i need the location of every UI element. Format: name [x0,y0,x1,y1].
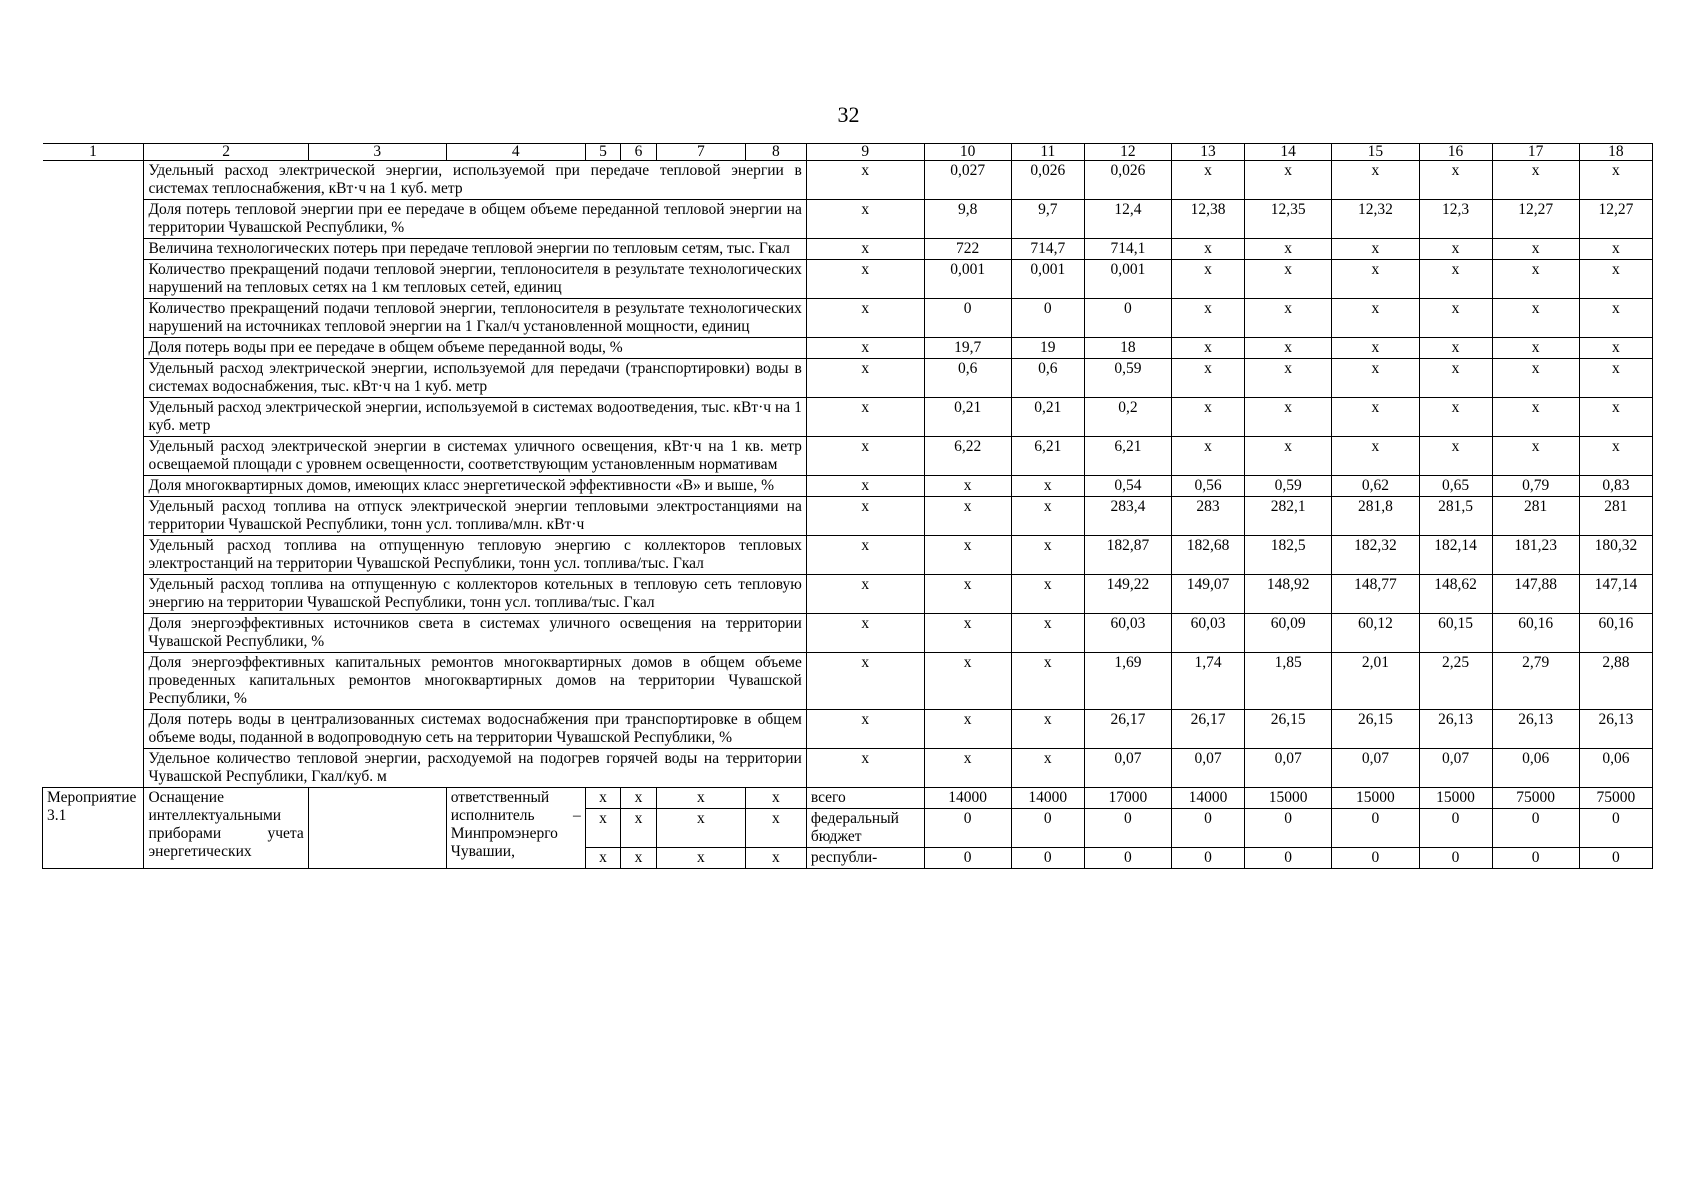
indicator-value: x [1579,359,1652,398]
measure-code: x [656,809,745,848]
indicator-value: x [806,614,924,653]
indicator-row [43,614,1653,653]
funding-value: 0 [1172,848,1245,869]
indicator-value: 26,17 [1084,710,1171,749]
indicator-value: 182,5 [1245,536,1332,575]
indicator-value: x [924,710,1011,749]
indicator-value: x [1245,398,1332,437]
funding-value: 14000 [1011,788,1084,809]
column-number: 1 [43,144,144,161]
indicator-value: x [1419,338,1492,359]
indicator-value: 181,23 [1492,536,1579,575]
funding-value: 0 [1245,848,1332,869]
measure-code: x [621,848,657,869]
indicator-value: 0,62 [1332,476,1419,497]
indicator-value: 19,7 [924,338,1011,359]
indicator-value: 182,14 [1419,536,1492,575]
indicator-value: 148,92 [1245,575,1332,614]
indicator-value: x [924,476,1011,497]
column-number: 18 [1579,144,1652,161]
indicator-value: 148,62 [1419,575,1492,614]
indicator-value: x [1172,260,1245,299]
indicator-value: x [924,749,1011,788]
indicator-value: x [1579,239,1652,260]
funding-value: 14000 [1172,788,1245,809]
indicator-value: x [806,398,924,437]
indicator-value: x [1332,359,1419,398]
indicator-value: x [924,536,1011,575]
funding-value: 15000 [1419,788,1492,809]
indicator-value: x [924,653,1011,710]
indicator-row [43,575,1653,614]
indicator-name: Удельный расход электрической энергии, используемой для передачи (транспортировки) воды в системах водоснабжения, тыс. кВт·ч на 1 куб. метр [144,359,806,398]
indicator-value: 12,27 [1492,200,1579,239]
indicator-value: x [806,476,924,497]
indicator-value: 180,32 [1579,536,1652,575]
indicator-value: 60,12 [1332,614,1419,653]
measure-code: x [621,809,657,848]
indicator-value: 281 [1579,497,1652,536]
measure-row [43,788,1653,809]
indicator-name: Доля энергоэффективных капитальных ремонтов многоквартирных домов в общем объеме проведенных капитальных ремонтов многоквартирных домов на территории Чувашской Республики, % [144,653,806,710]
indicator-value: x [1492,260,1579,299]
indicator-value: x [1172,437,1245,476]
indicator-value: 0,001 [924,260,1011,299]
indicator-value: 149,07 [1172,575,1245,614]
funding-value: 17000 [1084,788,1171,809]
indicator-value: x [924,575,1011,614]
indicator-value: 12,4 [1084,200,1171,239]
indicator-value: x [1011,476,1084,497]
indicator-value: x [1011,710,1084,749]
indicator-value: x [806,575,924,614]
column-number: 7 [656,144,745,161]
indicator-row [43,749,1653,788]
indicator-value: x [1492,359,1579,398]
indicator-value: x [806,653,924,710]
indicator-value: x [806,161,924,200]
measure-code: x [585,848,621,869]
indicator-value: 60,16 [1579,614,1652,653]
indicator-value: x [1011,749,1084,788]
indicator-value: x [1245,161,1332,200]
indicator-value: 147,88 [1492,575,1579,614]
indicator-value: 12,38 [1172,200,1245,239]
funding-value: 75000 [1492,788,1579,809]
indicator-value: x [1172,299,1245,338]
measure-code: x [621,788,657,809]
column-number: 13 [1172,144,1245,161]
indicator-value: 12,3 [1419,200,1492,239]
indicator-value: x [1492,239,1579,260]
indicator-value: x [1172,359,1245,398]
indicator-value: x [1579,260,1652,299]
indicator-value: x [806,338,924,359]
indicator-value: x [1172,161,1245,200]
indicator-value: x [1419,299,1492,338]
empty-cell [43,161,144,788]
indicator-value: 0,6 [1011,359,1084,398]
indicator-value: x [1492,398,1579,437]
indicator-name: Количество прекращений подачи тепловой энергии, теплоносителя в результате технологических нарушений на тепловых сетях на 1 км тепловых сетей, единиц [144,260,806,299]
indicator-name: Доля многоквартирных домов, имеющих класс энергетической эффективности «В» и выше, % [144,476,806,497]
funding-value: 0 [924,809,1011,848]
measure-executor: ответственный исполнитель – Минпромэнерго Чувашии, [446,788,585,869]
indicator-value: x [924,614,1011,653]
measure-code: x [585,788,621,809]
indicator-value: x [806,749,924,788]
indicator-name: Удельный расход электрической энергии в системах уличного освещения, кВт·ч на 1 кв. метр освещаемой площади с уровнем освещенности, соответствующим установленным нормативам [144,437,806,476]
indicator-row [43,653,1653,710]
indicator-value: x [1172,338,1245,359]
indicator-value: 26,15 [1332,710,1419,749]
indicator-value: x [806,536,924,575]
indicator-value: x [1419,161,1492,200]
column-number: 4 [446,144,585,161]
indicator-value: 9,8 [924,200,1011,239]
funding-value: 15000 [1245,788,1332,809]
page-number: 32 [837,102,860,127]
column-number: 16 [1419,144,1492,161]
measure-code: x [585,809,621,848]
indicator-value: 60,09 [1245,614,1332,653]
indicator-value: x [806,260,924,299]
funding-source: всего [806,788,924,809]
indicator-value: x [1332,398,1419,437]
column-number: 5 [585,144,621,161]
indicator-value: 0,21 [1011,398,1084,437]
indicator-value: 0,001 [1084,260,1171,299]
indicator-value: x [1332,338,1419,359]
funding-source: федеральный бюджет [806,809,924,848]
indicator-name: Удельный расход топлива на отпущенную тепловую энергию с коллекторов тепловых электростанций на территории Чувашской Республики, тонн усл. топлива/тыс. Гкал [144,536,806,575]
indicator-value: 19 [1011,338,1084,359]
indicator-value: 26,13 [1492,710,1579,749]
indicator-value: 281,5 [1419,497,1492,536]
measure-code: x [746,848,807,869]
indicator-value: 12,27 [1579,200,1652,239]
empty-cell [308,788,446,869]
indicator-value: 26,17 [1172,710,1245,749]
indicator-value: 0,07 [1245,749,1332,788]
indicator-name: Доля потерь воды в централизованных системах водоснабжения при транспортировке в общем объеме воды, поданной в водопроводную сеть на территории Чувашской Республики, % [144,710,806,749]
column-number: 6 [621,144,657,161]
indicator-value: 281,8 [1332,497,1419,536]
funding-value: 0 [1579,848,1652,869]
indicator-name: Количество прекращений подачи тепловой энергии, теплоносителя в результате технологических нарушений на источниках тепловой энергии на 1 Гкал/ч установленной мощности, единиц [144,299,806,338]
indicator-value: x [1245,239,1332,260]
indicator-value: 0,001 [1011,260,1084,299]
indicator-value: 12,32 [1332,200,1419,239]
indicator-value: x [1419,260,1492,299]
indicator-value: 0,56 [1172,476,1245,497]
indicator-value: x [1492,161,1579,200]
column-number: 8 [746,144,807,161]
indicator-value: x [1011,497,1084,536]
column-number: 10 [924,144,1011,161]
indicator-value: x [1579,398,1652,437]
column-number: 2 [144,144,308,161]
indicator-name: Удельный расход топлива на отпущенную с коллекторов котельных в тепловую сеть тепловую энергию на территории Чувашской Республики, тонн усл. топлива/тыс. Гкал [144,575,806,614]
measure-code: x [746,788,807,809]
indicator-value: 2,25 [1419,653,1492,710]
indicator-name: Удельный расход топлива на отпуск электрической энергии тепловыми электростанциями на территории Чувашской Республики, тонн усл. топлива/млн. кВт·ч [144,497,806,536]
indicator-value: 282,1 [1245,497,1332,536]
indicator-name: Удельный расход электрической энергии, используемой при передаче тепловой энергии в системах теплоснабжения, кВт·ч на 1 куб. метр [144,161,806,200]
indicator-value: 12,35 [1245,200,1332,239]
indicator-value: 714,1 [1084,239,1171,260]
indicator-value: x [1332,260,1419,299]
program-table [42,143,1653,869]
indicator-row [43,161,1653,200]
header-row [43,144,1653,161]
indicator-name: Доля потерь воды при ее передаче в общем объеме переданной воды, % [144,338,806,359]
indicator-row [43,200,1653,239]
indicator-value: 182,32 [1332,536,1419,575]
indicator-value: 2,79 [1492,653,1579,710]
indicator-value: 60,15 [1419,614,1492,653]
indicator-value: 1,74 [1172,653,1245,710]
indicator-value: x [1579,299,1652,338]
indicator-value: 18 [1084,338,1171,359]
indicator-value: 0,06 [1492,749,1579,788]
indicator-value: 26,13 [1419,710,1492,749]
indicator-value: 0,07 [1419,749,1492,788]
indicator-value: 149,22 [1084,575,1171,614]
indicator-value: 1,85 [1245,653,1332,710]
funding-value: 0 [1011,848,1084,869]
indicator-name: Доля потерь тепловой энергии при ее передаче в общем объеме переданной тепловой энергии на территории Чувашской Республики, % [144,200,806,239]
indicator-value: 26,13 [1579,710,1652,749]
indicator-row [43,536,1653,575]
funding-value: 0 [1011,809,1084,848]
indicator-value: 26,15 [1245,710,1332,749]
measure-code: x [656,788,745,809]
measure-name: Оснащение интеллектуальными приборами учета энергетических [144,788,308,869]
indicator-value: 281 [1492,497,1579,536]
indicator-value: 60,03 [1172,614,1245,653]
indicator-value: x [1492,437,1579,476]
indicator-value: 0,07 [1172,749,1245,788]
indicator-value: 0,59 [1245,476,1332,497]
indicator-value: 283,4 [1084,497,1171,536]
indicator-value: 0,83 [1579,476,1652,497]
indicator-value: x [806,359,924,398]
funding-value: 0 [1492,848,1579,869]
indicator-value: 0,026 [1084,161,1171,200]
indicator-value: 714,7 [1011,239,1084,260]
indicator-value: x [1011,575,1084,614]
indicator-value: x [1245,359,1332,398]
indicator-value: 0,2 [1084,398,1171,437]
indicator-value: x [1419,437,1492,476]
indicator-value: 148,77 [1332,575,1419,614]
indicator-value: 0,59 [1084,359,1171,398]
indicator-value: x [1332,239,1419,260]
funding-value: 15000 [1332,788,1419,809]
funding-value: 0 [1419,848,1492,869]
indicator-row [43,260,1653,299]
indicator-value: 147,14 [1579,575,1652,614]
indicator-row [43,497,1653,536]
indicator-value: 6,21 [1084,437,1171,476]
column-number: 3 [308,144,446,161]
indicator-value: x [1172,398,1245,437]
indicator-row [43,398,1653,437]
indicator-value: x [806,497,924,536]
indicator-value: 60,03 [1084,614,1171,653]
indicator-value: x [1245,437,1332,476]
funding-value: 0 [924,848,1011,869]
indicator-value: x [1492,299,1579,338]
indicator-row [43,299,1653,338]
indicator-value: x [1245,299,1332,338]
indicator-value: 0 [1084,299,1171,338]
indicator-value: x [1245,338,1332,359]
funding-value: 0 [1419,809,1492,848]
indicator-value: 283 [1172,497,1245,536]
indicator-value: 2,01 [1332,653,1419,710]
indicator-value: 60,16 [1492,614,1579,653]
indicator-value: x [806,710,924,749]
column-number: 15 [1332,144,1419,161]
funding-source: республи- [806,848,924,869]
funding-value: 0 [1332,848,1419,869]
indicator-row [43,476,1653,497]
indicator-value: 0,54 [1084,476,1171,497]
funding-value: 0 [1332,809,1419,848]
indicator-value: x [1579,338,1652,359]
indicator-name: Удельное количество тепловой энергии, расходуемой на подогрев горячей воды на территории Чувашской Республики, Гкал/куб. м [144,749,806,788]
indicator-value: 1,69 [1084,653,1171,710]
indicator-value: x [1419,359,1492,398]
indicator-name: Доля энергоэффективных источников света в системах уличного освещения на территории Чувашской Республики, % [144,614,806,653]
indicator-value: x [806,239,924,260]
measure-label: Мероприятие 3.1 [43,788,144,869]
indicator-row [43,437,1653,476]
column-number: 9 [806,144,924,161]
indicator-value: x [1011,614,1084,653]
funding-value: 0 [1245,809,1332,848]
column-number: 12 [1084,144,1171,161]
indicator-value: x [806,437,924,476]
indicator-name: Величина технологических потерь при передаче тепловой энергии по тепловым сетям, тыс. Гкал [144,239,806,260]
indicator-value: x [806,200,924,239]
indicator-value: 722 [924,239,1011,260]
indicator-value: x [1419,398,1492,437]
indicator-value: 0 [1011,299,1084,338]
indicator-value: 0,6 [924,359,1011,398]
funding-value: 0 [1492,809,1579,848]
indicator-row [43,338,1653,359]
measure-code: x [656,848,745,869]
column-number: 14 [1245,144,1332,161]
indicator-value: 0 [924,299,1011,338]
funding-value: 0 [1579,809,1652,848]
indicator-value: x [1492,338,1579,359]
funding-value: 0 [1084,848,1171,869]
indicator-value: 182,87 [1084,536,1171,575]
indicator-value: x [1579,161,1652,200]
indicator-value: 0,79 [1492,476,1579,497]
indicator-row [43,710,1653,749]
indicator-value: x [1332,161,1419,200]
indicator-value: x [1579,437,1652,476]
indicator-value: 6,22 [924,437,1011,476]
indicator-value: 6,21 [1011,437,1084,476]
funding-value: 0 [1172,809,1245,848]
indicator-value: x [1332,437,1419,476]
funding-value: 75000 [1579,788,1652,809]
indicator-value: 0,21 [924,398,1011,437]
indicator-value: 0,06 [1579,749,1652,788]
indicator-value: x [1011,536,1084,575]
indicator-value: x [1011,653,1084,710]
indicator-value: x [1419,239,1492,260]
column-number: 11 [1011,144,1084,161]
indicator-value: 2,88 [1579,653,1652,710]
indicator-value: 0,07 [1084,749,1171,788]
indicator-value: x [1172,239,1245,260]
indicator-value: 0,027 [924,161,1011,200]
indicator-value: x [924,497,1011,536]
indicator-value: x [1332,299,1419,338]
measure-code: x [746,809,807,848]
indicator-value: x [806,299,924,338]
indicator-value: 0,65 [1419,476,1492,497]
column-number: 17 [1492,144,1579,161]
indicator-name: Удельный расход электрической энергии, используемой в системах водоотведения, тыс. кВт·ч на 1 куб. метр [144,398,806,437]
indicator-value: 182,68 [1172,536,1245,575]
indicator-value: 9,7 [1011,200,1084,239]
indicator-row [43,239,1653,260]
indicator-value: x [1245,260,1332,299]
indicator-value: 0,026 [1011,161,1084,200]
indicator-row [43,359,1653,398]
indicator-value: 0,07 [1332,749,1419,788]
funding-value: 0 [1084,809,1171,848]
funding-value: 14000 [924,788,1011,809]
